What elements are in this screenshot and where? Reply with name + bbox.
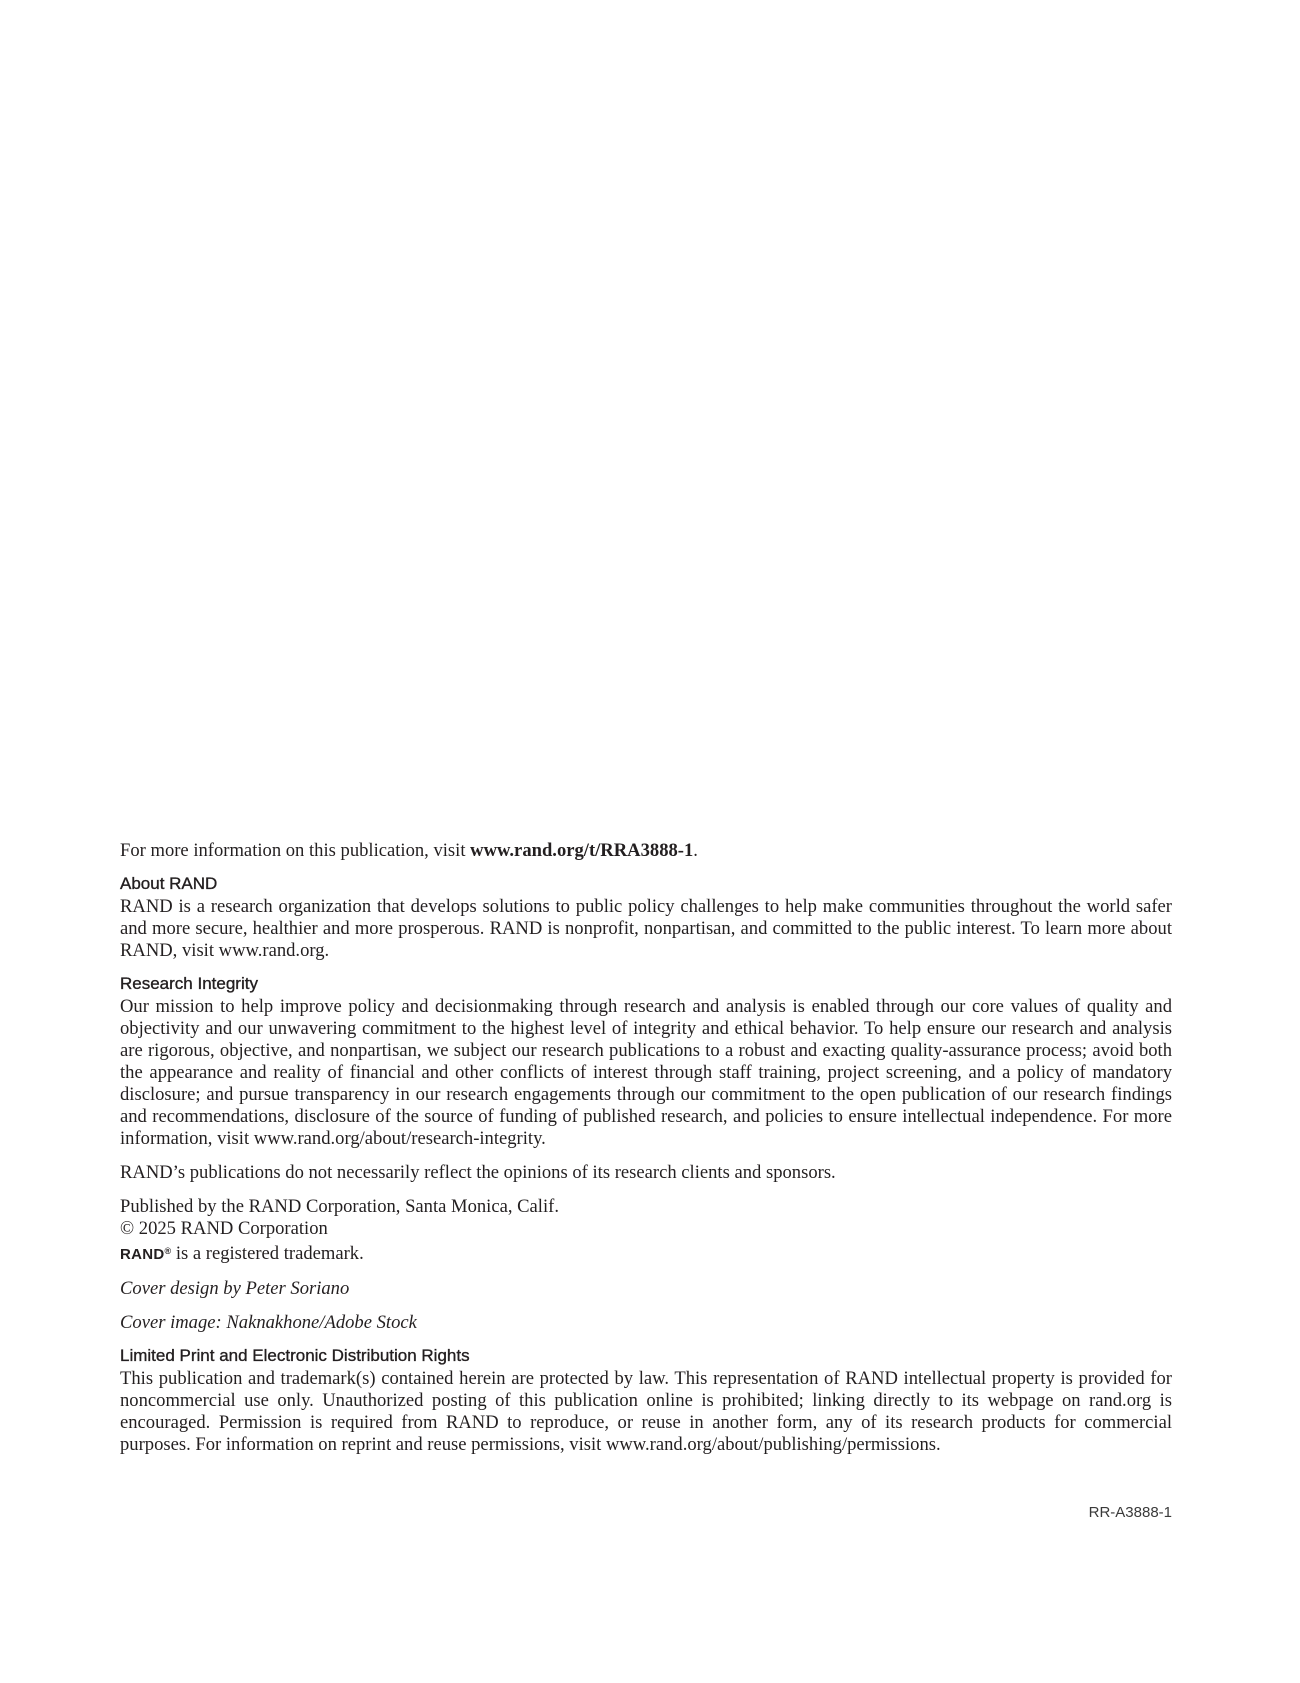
document-id: RR-A3888-1 [1088,1504,1172,1521]
disclaimer-text: RAND’s publications do not necessarily reflect the opinions of its research clients and sponsors. [120,1162,836,1183]
publication-url-link[interactable]: www.rand.org/t/RRA3888-1 [470,840,694,861]
publisher-block [120,1196,1172,1266]
research-integrity-body: Our mission to help improve policy and decisionmaking through research and analysis is enabled through our core values of quality and objectivity and our unwavering commitment to the highest level of integrity and ethical behavior. To help ensure our research and analysis are rigorous, objective, and nonpartisan, we subject our research publications to a robust and exacting quality-assurance process; avoid both the appearance and reality of financial and other conflicts of interest through staff training, project screening, and a policy of mandatory disclosure; and pursue transparency in our research engagements through our commitment to the open publication of our research findings and recommendations, disclosure of the source of funding of published research, and policies to ensure intellectual independence. For more information, visit www.rand.org/about/research-integrity. [120,996,1172,1149]
publication-info-prefix: For more information on this publication, visit [120,840,471,861]
rand-wordmark: RAND [120,1246,165,1263]
about-rand-body: RAND is a research organization that develops solutions to public policy challenges to help make communities throughout the world safer and more secure, healthier and more prosperous. RAND is nonprofit, nonpartisan, and committed to the public interest. To learn more about RAND, visit www.rand.org. [120,896,1172,961]
distribution-rights-heading: Limited Print and Electronic Distribution Rights [120,1346,470,1365]
published-by-line: Published by the RAND Corporation, Santa Monica, Calif. [120,1196,559,1217]
trademark-line [120,1240,1172,1266]
cover-image-credit: Cover image: Naknakhone/Adobe Stock [120,1312,417,1333]
copyright-page [120,840,1172,1468]
about-rand-heading: About RAND [120,874,218,893]
distribution-rights-section [120,1346,1172,1456]
trademark-text: is a registered trademark. [171,1243,364,1264]
publication-info-line [120,840,1172,862]
copyright-line: © 2025 RAND Corporation [120,1218,328,1239]
research-integrity-heading: Research Integrity [120,974,258,993]
distribution-rights-body: This publication and trademark(s) contained herein are protected by law. This representation of RAND intellectual property is provided for noncommercial use only. Unauthorized posting of this publication online is prohibited; linking directly to its webpage on rand.org is encouraged. Permission is required from RAND to reproduce, or reuse in another form, any of its research products for commercial purposes. For information on reprint and reuse permissions, visit www.rand.org/about/publishing/permissions. [120,1368,1172,1455]
about-rand-section [120,874,1172,962]
research-integrity-section [120,974,1172,1150]
cover-design-credit: Cover design by Peter Soriano [120,1278,350,1299]
publication-info-suffix: . [693,840,698,861]
registered-symbol: ® [164,1246,172,1256]
